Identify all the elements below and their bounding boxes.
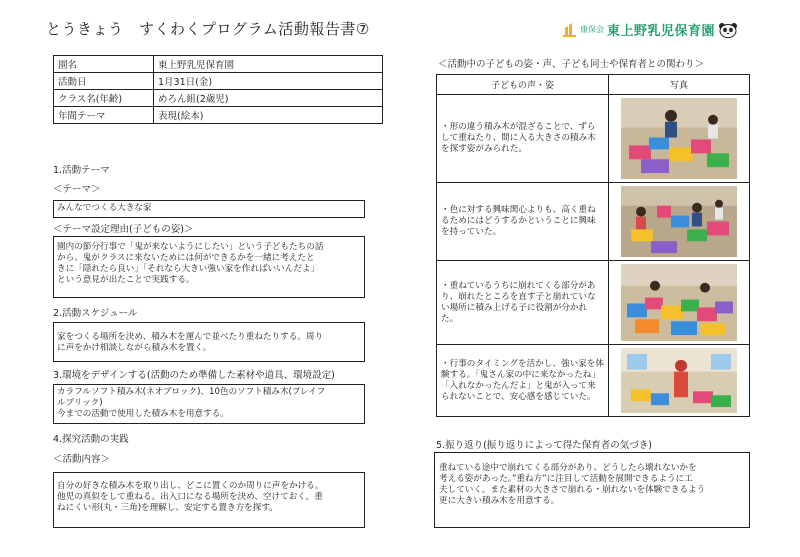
observation-text: ・形の違う積み木が混ざることで、ずらして重ねたり、間に入る大きさの積み木を探す姿がみられた。	[437, 95, 609, 183]
content-line: 自分の好きな積み木を取り出し、どこに置くのか周りに声をかける。	[57, 481, 324, 491]
section1-heading: 1.活動テーマ	[53, 165, 110, 176]
reflection-line: 重ねている途中で崩れてくる部分があり、どうしたら壊れないかを	[439, 463, 697, 473]
observation-text: ・行事のタイミングを活かし、強い家を体験する。「鬼さん家の中に来なかったね」「入れなかったんだよ」と鬼が入って来られないことで、安心感を感じていた。	[437, 345, 609, 417]
reason-line: 園内の節分行事で「鬼が来ないようにしたい」という子どもたちの話	[57, 242, 324, 252]
col-voice-header: 子どもの声・姿	[437, 75, 609, 95]
logo	[563, 20, 738, 39]
logo-name: 東上野乳児保育園	[607, 24, 716, 39]
content-box	[53, 472, 365, 528]
observation-row	[437, 261, 750, 345]
observation-row	[437, 345, 750, 417]
info-row-date	[54, 73, 383, 90]
section3-heading: 3.環境をデザインする(活動のため準備した素材や道具、環境設定)	[53, 370, 335, 381]
observation-table	[436, 74, 750, 417]
environment-line: 今までの活動で使用した積み木を用意する。	[57, 409, 229, 419]
reflection-line: 考える姿があった。”重ね方”に注目して活動を展開できるように工	[439, 474, 693, 484]
environment-line: カラフルソフト積み木(ネオブロック)、10色のソフト積み木(プレイフ	[57, 387, 326, 397]
info-label: 年間テーマ	[54, 107, 154, 124]
info-value: めろん組(2歳児)	[154, 90, 383, 107]
section5-heading: 5.振り返り(振り返りによって得た保育者の気づき)	[436, 440, 652, 451]
observation-text: ・色に対する興味関心よりも、高く重ねるためにはどうするかということに興味を持っていた。	[437, 183, 609, 261]
observation-row	[437, 183, 750, 261]
col-photo-header: 写真	[609, 75, 750, 95]
observation-title: ＜活動中の子どもの姿・声、子ども同士や保育者との関わり＞	[438, 59, 705, 70]
logo-mark-icon	[563, 23, 577, 37]
reason-line: きに「隠れたら良い」「それなら大きい強い家を作ればいいんだよ」	[57, 264, 320, 274]
section2-heading: 2.活動スケジュール	[53, 308, 138, 319]
theme-text: みんなでつくる大きな家	[57, 203, 152, 213]
children-building-tall-photo	[621, 186, 737, 257]
section4-heading: 4.探究活動の実践	[53, 434, 129, 445]
info-table	[53, 55, 383, 124]
reason-line: から、鬼がクラスに来ないためには何ができるかを一緒に考えたと	[57, 253, 315, 263]
info-value: 表現(絵本)	[154, 107, 383, 124]
observation-header-row	[437, 75, 750, 95]
info-label: クラス名(年齢)	[54, 90, 154, 107]
theme-label: ＜テーマ＞	[53, 184, 101, 195]
children-stacking-blocks-photo	[621, 98, 737, 179]
content-line: ねにくい形(丸・三角)を理解し、安定する置き方を探す。	[57, 503, 278, 513]
page-title: とうきょう すくわくプログラム活動報告書⑦	[46, 20, 370, 38]
reflection-line: 更に大きい積み木を用意する。	[439, 496, 560, 506]
observation-text: ・重ねているうちに崩れてくる部分があり、崩れたところを直す子と崩れていない場所に積み上げる子に役割が分かれた。	[437, 261, 609, 345]
environment-line: ルブリック)	[57, 398, 103, 408]
reason-line: という意見が出たことで実践する。	[57, 275, 195, 285]
oni-visit-photo	[621, 348, 737, 413]
info-row-theme	[54, 107, 383, 124]
logo-sub: 康保会	[580, 25, 604, 34]
theme-box	[53, 200, 365, 218]
info-row-class	[54, 90, 383, 107]
info-value: 1月31日(金)	[154, 73, 383, 90]
environment-box	[53, 384, 365, 424]
content-line: 他児の真似をして重ねる。出入口になる場所を決め、空けておく。重	[57, 492, 323, 502]
info-label: 園名	[54, 56, 154, 73]
reason-box	[53, 236, 365, 298]
info-row-name	[54, 56, 383, 73]
schedule-box	[53, 322, 365, 362]
block-house-photo	[621, 264, 737, 341]
schedule-line: 家をつくる場所を決め、積み木を運んで並べたり重ねたりする。周り	[57, 332, 324, 342]
reflection-line: 夫していく。また素材の大きさで崩れる・崩れないを体験できるよう	[439, 485, 706, 495]
panda-icon	[718, 22, 738, 38]
observation-row	[437, 95, 750, 183]
info-label: 活動日	[54, 73, 154, 90]
content-label: ＜活動内容＞	[53, 454, 111, 465]
reason-label: ＜テーマ設定理由(子どもの姿)＞	[53, 224, 194, 235]
schedule-line: に声をかけ相談しながら積み木を置く。	[57, 343, 212, 353]
reflection-box	[434, 452, 750, 528]
info-value: 東上野乳児保育園	[154, 56, 383, 73]
